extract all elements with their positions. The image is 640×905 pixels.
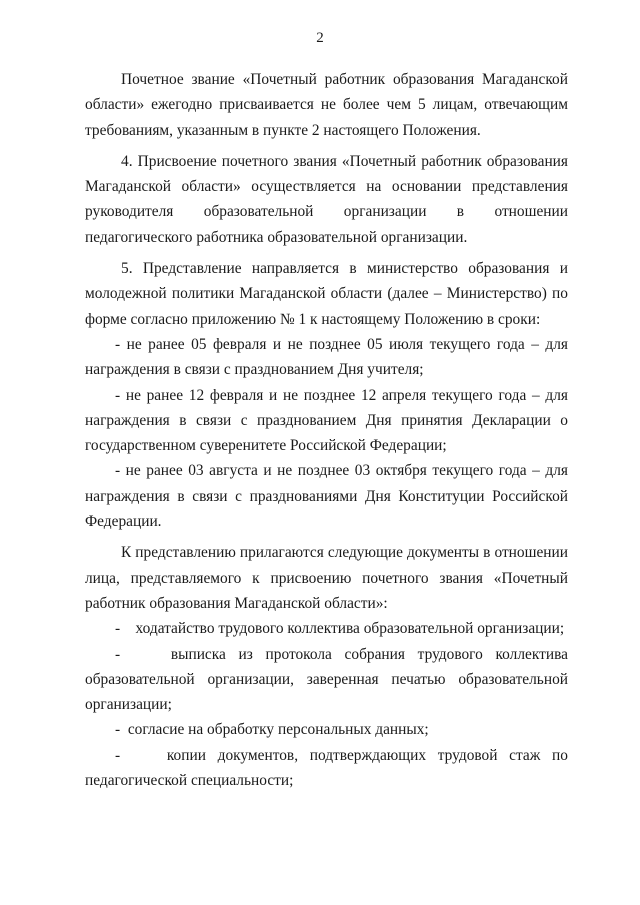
list-item-petition: - ходатайство трудового коллектива образовательной организации; [115, 620, 565, 638]
paragraph-item-4: 4. Присвоение почетного звания «Почетный работник образования Магаданской области» осуществляется на основании представления руководителя образовательной организации в отношении педагогического работника образовательной организации. [85, 152, 568, 246]
list-item-work-experience-copies: - копии документов, подтверждающих трудовой стаж по педагогической специальности; [85, 746, 572, 790]
paragraph-documents-intro: К представлению прилагаются следующие документы в отношении лица, представляемого к присвоению почетного звания «Почетный работник образования Магаданской области»: [85, 544, 568, 612]
paragraph-honorary-title-limit: Почетное звание «Почетный работник образования Магаданской области» ежегодно присваивается не более чем 5 лицам, отвечающим требованиям, указанным в пункте 2 настоящего Положения. [85, 71, 568, 139]
list-item-data-consent: - согласие на обработку персональных данных; [115, 721, 429, 739]
page-number: 2 [316, 30, 324, 46]
list-item-deadline-declaration-day: - не ранее 12 февраля и не позднее 12 апреля текущего года – для награждения в связи с празднованием Дня принятия Декларации о государственном суверенитете Российской Федерации; [85, 386, 568, 455]
list-item-deadline-teachers-day: - не ранее 05 февраля и не позднее 05 июля текущего года – для награждения в связи с празднованием Дня учителя; [85, 335, 568, 379]
list-item-deadline-constitution-day: - не ранее 03 августа и не позднее 03 октября текущего года – для награждения в связи с празднованиями Дня Конституции Российской Федерации. [85, 462, 568, 531]
paragraph-item-5: 5. Представление направляется в министерство образования и молодежной политики Магаданской области (далее – Министерство) по форме согласно приложению № 1 к настоящему Положению в сроки: [85, 260, 568, 328]
document-body [85, 67, 572, 793]
list-item-protocol-extract: - выписка из протокола собрания трудового коллектива образовательной организации, заверенная печатью образовательной организации; [85, 645, 572, 714]
